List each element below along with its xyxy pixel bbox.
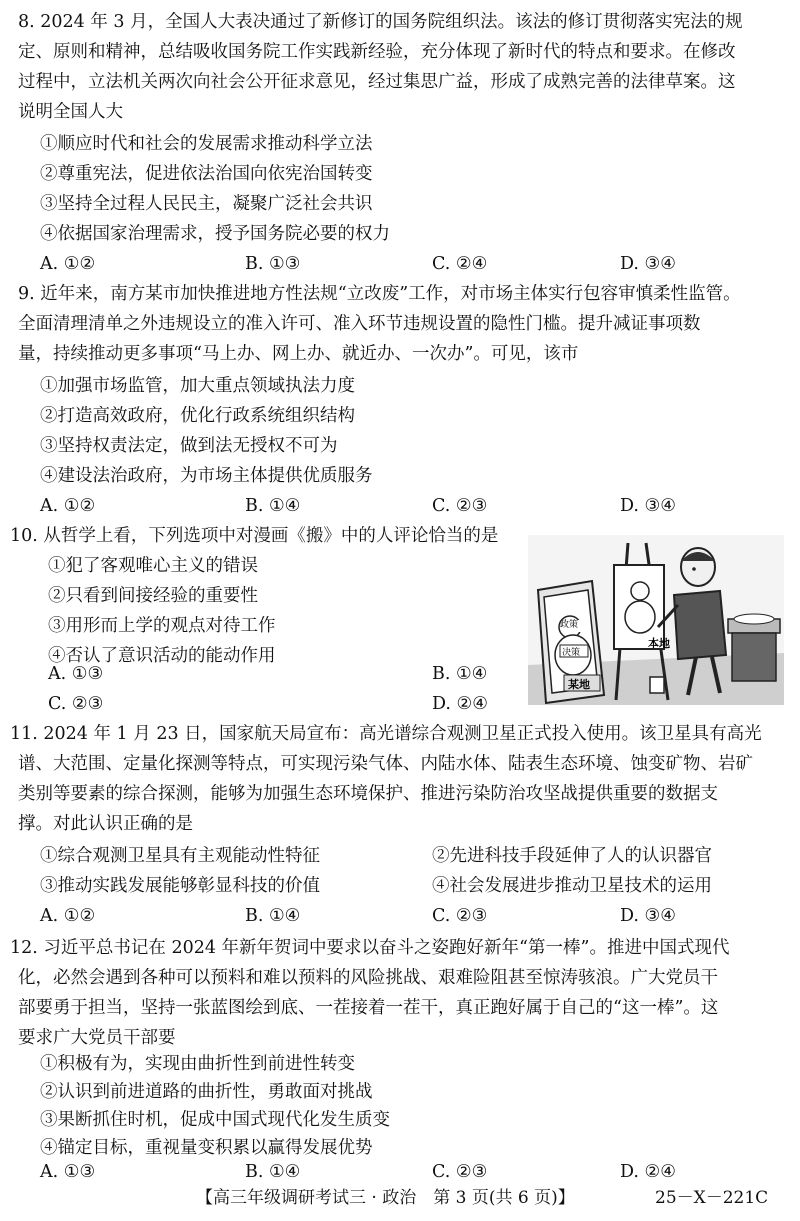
q8-answer-c: C. ②④ — [432, 254, 488, 274]
q12-answer-c: C. ②③ — [432, 1162, 488, 1182]
board-left-label: 某地 — [568, 678, 590, 691]
cartoon-ban-illustration — [528, 535, 784, 705]
q10-answer-c: C. ②③ — [48, 694, 104, 714]
q11-answer-b: B. ①④ — [245, 906, 301, 926]
q9-stem-line-2: 全面清理清单之外违规设立的准入许可、准入环节违规设置的隐性门槛。提升减证事项数 — [18, 314, 701, 334]
q9-answer-d: D. ③④ — [620, 496, 676, 516]
q8-stem-line-3: 过程中，立法机关两次向社会公开征求意见，经过集思广益，形成了成熟完善的法律草案。这 — [18, 72, 736, 92]
q8-answer-a: A. ①② — [40, 254, 96, 274]
q9-answer-a: A. ①② — [40, 496, 96, 516]
q10-option-1: ①犯了客观唯心主义的错误 — [48, 556, 258, 576]
q9-option-4: ④建设法治政府，为市场主体提供优质服务 — [40, 466, 373, 486]
q10-stem-line-1: 10. 从哲学上看，下列选项中对漫画《搬》中的人评论恰当的是 — [10, 526, 499, 546]
q10-option-2: ②只看到间接经验的重要性 — [48, 586, 258, 606]
q8-answer-b: B. ①③ — [245, 254, 301, 274]
q11-stem-line-4: 撑。对此认识正确的是 — [18, 814, 193, 834]
q12-stem-line-1: 12. 习近平总书记在 2024 年新年贺词中要求以奋斗之姿跑好新年“第一棒”。推进中国式现代 — [10, 938, 730, 958]
q12-option-3: ③果断抓住时机，促成中国式现代化发生质变 — [40, 1110, 390, 1130]
left-board — [538, 581, 604, 703]
q11-answer-c: C. ②③ — [432, 906, 488, 926]
footer-code: 25－X－221C — [655, 1188, 769, 1208]
q11-answer-a: A. ①② — [40, 906, 96, 926]
q8-stem-line-4: 说明全国人大 — [18, 102, 123, 122]
q9-stem-line-3: 量，持续推动更多事项“马上办、网上办、就近办、一次办”。可见，该市 — [18, 344, 579, 364]
q11-answer-d: D. ③④ — [620, 906, 676, 926]
q10-answer-b: B. ①④ — [432, 664, 488, 684]
q12-stem-line-3: 部要勇于担当，坚持一张蓝图绘到底、一茬接着一茬干，真正跑好属于自己的“这一棒”。这 — [18, 998, 719, 1018]
q12-answer-b: B. ①④ — [245, 1162, 301, 1182]
q11-option-1: ①综合观测卫星具有主观能动性特征 — [40, 846, 320, 866]
q12-option-1: ①积极有为，实现由曲折性到前进性转变 — [40, 1054, 355, 1074]
q9-stem-line-1: 9. 近年来，南方某市加快推进地方性法规“立改废”工作，对市场主体实行包容审慎柔性监管。 — [18, 284, 741, 304]
q11-option-4: ④社会发展进步推动卫星技术的运用 — [432, 876, 712, 896]
board-right-label: 本地 — [648, 637, 670, 650]
q10-option-3: ③用形而上学的观点对待工作 — [48, 616, 276, 636]
q8-stem-line-1: 8. 2024 年 3 月，全国人大表决通过了新修订的国务院组织法。该法的修订贯彻落实宪法的规 — [18, 12, 743, 32]
paint-table — [728, 614, 780, 681]
footer-title: 【高三年级调研考试三 · 政治 第 3 页(共 6 页)】 — [196, 1188, 575, 1208]
q8-option-4: ④依据国家治理需求，授予国务院必要的权力 — [40, 224, 390, 244]
q12-answer-a: A. ①③ — [40, 1162, 96, 1182]
paint-bucket-icon — [650, 677, 664, 693]
q11-option-3: ③推动实践发展能够彰显科技的价值 — [40, 876, 320, 896]
q12-option-2: ②认识到前进道路的曲折性，勇敢面对挑战 — [40, 1082, 373, 1102]
board-left-bottom-text: 决策 — [562, 648, 581, 658]
q10-option-4: ④否认了意识活动的能动作用 — [48, 646, 276, 666]
q8-option-3: ③坚持全过程人民民主，凝聚广泛社会共识 — [40, 194, 373, 214]
q9-option-3: ③坚持权责法定，做到法无授权不可为 — [40, 436, 338, 456]
q11-stem-line-2: 谱、大范围、定量化探测等特点，可实现污染气体、内陆水体、陆表生态环境、蚀变矿物、岩矿 — [18, 754, 753, 774]
q11-stem-line-3: 类别等要素的综合探测，能够为加强生态环境保护、推进污染防治攻坚战提供重要的数据支 — [18, 784, 718, 804]
q11-option-2: ②先进科技手段延伸了人的认识器官 — [432, 846, 712, 866]
q8-option-1: ①顺应时代和社会的发展需求推动科学立法 — [40, 134, 373, 154]
q11-stem-line-1: 11. 2024 年 1 月 23 日，国家航天局宣布：高光谱综合观测卫星正式投入使用。该卫星具有高光 — [10, 724, 762, 744]
q9-answer-b: B. ①④ — [245, 496, 301, 516]
q9-answer-c: C. ②③ — [432, 496, 488, 516]
q12-stem-line-2: 化，必然会遇到各种可以预料和难以预料的风险挑战、艰难险阻甚至惊涛骇浪。广大党员干 — [18, 968, 718, 988]
q12-answer-d: D. ②④ — [620, 1162, 676, 1182]
q10-answer-a: A. ①③ — [48, 664, 104, 684]
q12-option-4: ④锚定目标，重视量变积累以赢得发展优势 — [40, 1138, 373, 1158]
q8-stem-line-2: 定、原则和精神，总结吸收国务院工作实践新经验，充分体现了新时代的特点和要求。在修改 — [18, 42, 736, 62]
q9-option-2: ②打造高效政府，优化行政系统组织结构 — [40, 406, 355, 426]
q8-option-2: ②尊重宪法，促进依法治国向依宪治国转变 — [40, 164, 373, 184]
q10-answer-d: D. ②④ — [432, 694, 488, 714]
q12-stem-line-4: 要求广大党员干部要 — [18, 1028, 176, 1048]
q8-answer-d: D. ③④ — [620, 254, 676, 274]
board-left-top-text: 政策 — [560, 620, 579, 630]
q9-option-1: ①加强市场监管，加大重点领域执法力度 — [40, 376, 355, 396]
